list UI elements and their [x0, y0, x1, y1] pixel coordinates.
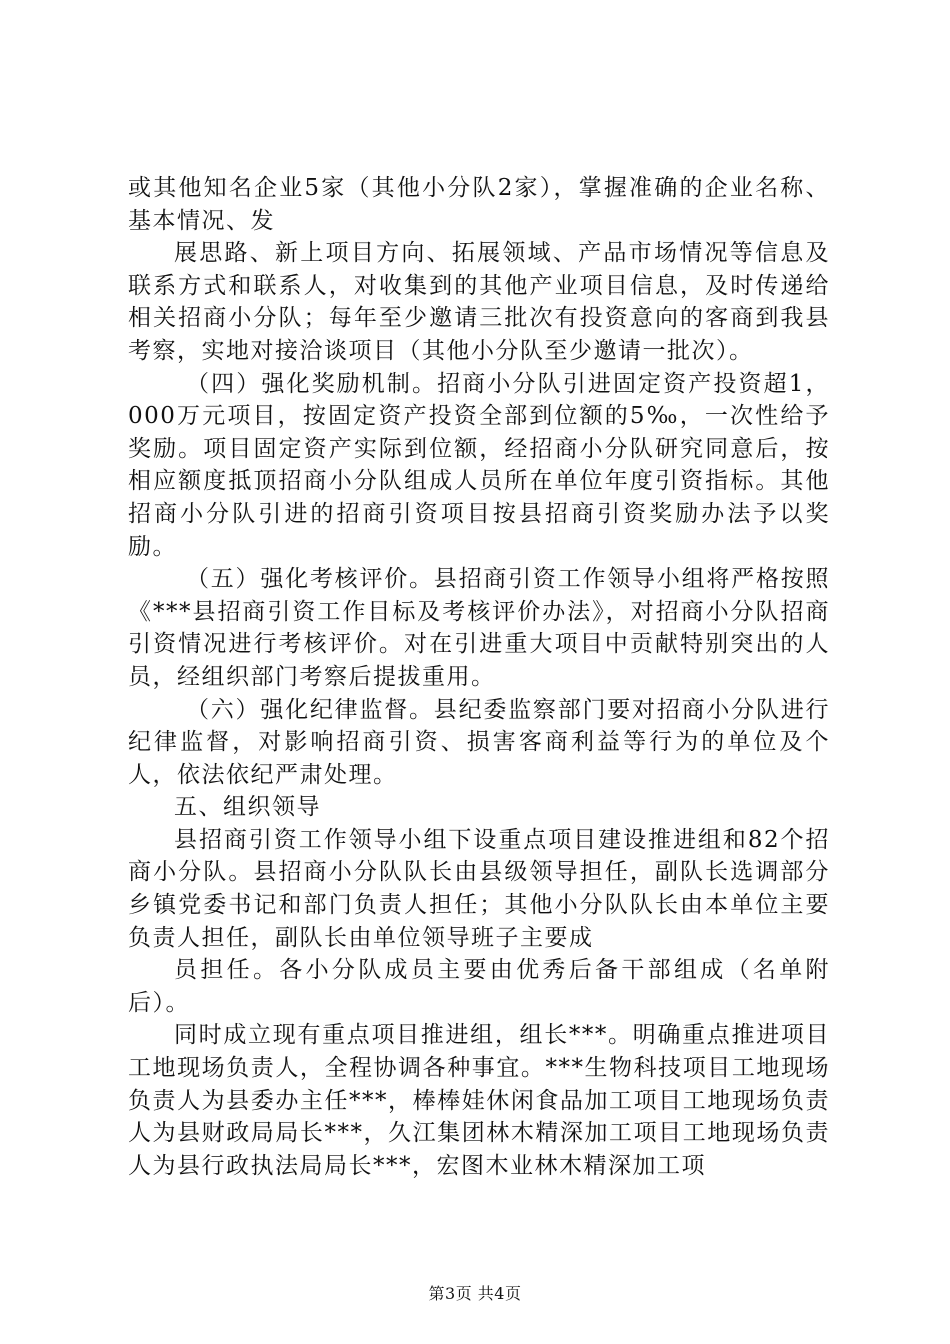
section-heading-organization: 五、组织领导 [174, 794, 321, 821]
paragraph-discipline: （六）强化纪律监督。县纪委监察部门要对招商小分队进行纪律监督，对影响招商引资、损害客商利益等行为的单位及个人，依法依纪严肃处理。 [128, 696, 830, 788]
paragraph-leadership-group: 县招商引资工作领导小组下设重点项目建设推进组和82个招商小分队。县招商小分队队长由县级领导担任，副队长选调部分乡镇党委书记和部门负责人担任；其他小分队队长由本单位主要负责人担任，副队长由单位领导班子主要成 [128, 826, 830, 951]
paragraph-key-projects: 同时成立现有重点项目推进组，组长***。明确重点推进项目工地现场负责人，全程协调各种事宜。***生物科技项目工地现场负责人为县委办主任***，棒棒娃休闲食品加工项目工地现场负责人为县财政局局长***，久江集团林木精深加工项目工地现场负责人为县行政执法局局长***，宏图木业林木精深加工项 [128, 1022, 830, 1179]
page-footer: 第3页 共4页 [428, 1284, 522, 1303]
document-body [128, 172, 830, 1182]
paragraph-research-info: 展思路、新上项目方向、拓展领域、产品市场情况等信息及联系方式和联系人，对收集到的其他产业项目信息，及时传递给相关招商小分队；每年至少邀请三批次有投资意向的客商到我县考察，实地对接洽谈项目（其他小分队至少邀请一批次）。 [128, 240, 830, 364]
paragraph-team-members: 员担任。各小分队成员主要由优秀后备干部组成（名单附后）。 [128, 957, 830, 1016]
paragraph-reward-mechanism: （四）强化奖励机制。招商小分队引进固定资产投资超1，000万元项目，按固定资产投资全部到位额的5‰，一次性给予奖励。项目固定资产实际到位额，经招商小分队研究同意后，按相应额度抵顶招商小分队组成人员所在单位年度引资指标。其他招商小分队引进的招商引资项目按县招商引资奖励办法予以奖励。 [128, 370, 830, 560]
paragraph-assessment: （五）强化考核评价。县招商引资工作领导小组将严格按照《***县招商引资工作目标及考核评价办法》，对招商小分队招商引资情况进行考核评价。对在引进重大项目中贡献特别突出的人员，经组织部门考察后提拔重用。 [128, 566, 830, 690]
paragraph-continuation: 或其他知名企业5家（其他小分队2家），掌握准确的企业名称、基本情况、发 [128, 175, 830, 234]
